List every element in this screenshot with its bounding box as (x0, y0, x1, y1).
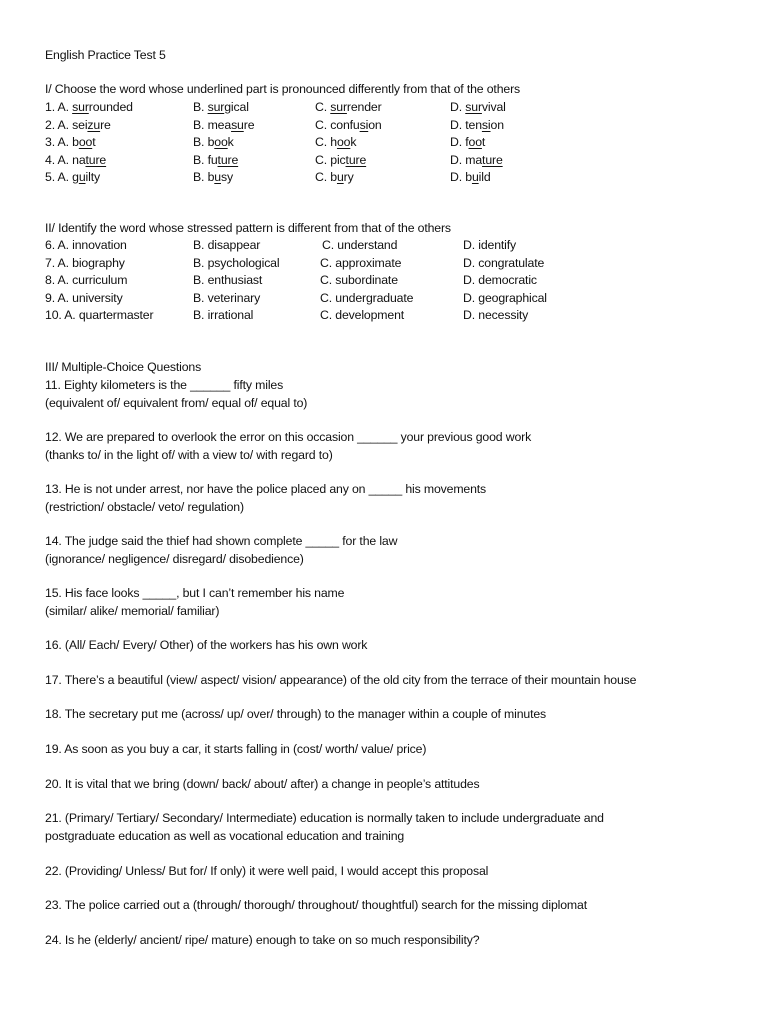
option-text: C. pic (315, 152, 346, 167)
answer-option (315, 169, 354, 186)
answer-option: C. approximate (320, 255, 402, 270)
underlined-part: u (471, 170, 479, 184)
answer-option: D. identify (463, 238, 517, 252)
section-1-heading: I/ Choose the word whose underlined part is pronounced differently from that of the others (45, 82, 521, 96)
answer-option (450, 169, 491, 186)
underlined-part: u (214, 170, 221, 184)
answer-option (450, 99, 506, 116)
option-text: C. h (315, 135, 337, 149)
underlined-part: zu (87, 117, 101, 132)
option-text: D. (450, 100, 466, 114)
question-text: 14. The judge said the thief had shown complete _____ for the law (45, 534, 398, 548)
section-2-heading: II/ Identify the word whose stressed pattern is different from that of the others (45, 221, 451, 235)
option-text: on (490, 117, 504, 132)
answer-option (450, 134, 485, 151)
answer-option (450, 152, 503, 169)
option-text: 3. A. b (45, 135, 79, 149)
document-title: English Practice Test 5 (45, 48, 166, 62)
question-options: (ignorance/ negligence/ disregard/ disobedience) (45, 551, 304, 566)
option-text: sy (220, 170, 233, 184)
answer-option: B. disappear (193, 238, 261, 252)
question-text: 24. Is he (elderly/ ancient/ ripe/ mature) enough to take on so much responsibility? (45, 933, 480, 947)
answer-option: C. undergraduate (320, 290, 414, 305)
answer-option: D. necessity (463, 308, 529, 322)
underlined-part: oo (78, 135, 93, 149)
option-text: C. confu (315, 117, 360, 132)
underlined-part: ture (85, 152, 107, 167)
underlined-part: oo (336, 135, 351, 149)
answer-option: D. geographical (463, 290, 547, 305)
option-text: 4. A. na (45, 152, 86, 167)
underlined-part: si (481, 117, 491, 132)
option-text: D. ten (450, 117, 482, 132)
question-text: 20. It is vital that we bring (down/ back/ about/ after) a change in people’s attitudes (45, 777, 480, 791)
option-text: gical (224, 100, 249, 114)
answer-option (193, 134, 234, 151)
question-text: 12. We are prepared to overlook the error on this occasion ______ your previous good work (45, 430, 532, 444)
option-text: 1. A. (45, 100, 73, 114)
underlined-part: ture (217, 152, 239, 167)
answer-option (45, 134, 96, 151)
question-options: (equivalent of/ equivalent from/ equal of/ equal to) (45, 395, 308, 410)
underlined-part: sur (330, 100, 347, 114)
option-text: on (368, 117, 382, 132)
underlined-part: oo (214, 135, 228, 149)
question-text: 17. There’s a beautiful (view/ aspect/ vision/ appearance) of the old city from the terrace of their mountain house (45, 673, 637, 687)
answer-option (193, 169, 233, 186)
question-options: (thanks to/ in the light of/ with a view to/ with regard to) (45, 447, 333, 462)
answer-option: C. understand (322, 238, 398, 252)
question-text: 21. (Primary/ Tertiary/ Secondary/ Intermediate) education is normally taken to include undergraduate and (45, 811, 604, 825)
underlined-part: si (359, 117, 369, 132)
option-text: D. ma (450, 152, 483, 167)
option-text: k (350, 135, 357, 149)
answer-option (315, 134, 356, 151)
option-text: ilty (85, 170, 100, 184)
question-text: 19. As soon as you buy a car, it starts falling in (cost/ worth/ value/ price) (45, 742, 427, 756)
question-options: (similar/ alike/ memorial/ familiar) (45, 603, 220, 618)
option-text: t (481, 135, 486, 149)
section-3-heading: III/ Multiple-Choice Questions (45, 360, 202, 374)
option-text: B. mea (193, 117, 232, 132)
option-text: C. b (315, 170, 337, 184)
answer-option (193, 117, 254, 134)
underlined-part: sur (465, 100, 482, 114)
option-text: B. b (193, 135, 215, 149)
answer-option (315, 152, 366, 169)
answer-option (45, 117, 111, 134)
option-text: ry (343, 170, 354, 184)
option-text: vival (481, 100, 506, 114)
answer-option (315, 99, 382, 116)
answer-option (193, 99, 249, 116)
question-text: 23. The police carried out a (through/ thorough/ throughout/ thoughtful) search for the missing diplomat (45, 898, 587, 912)
question-text: 15. His face looks _____, but I can’t remember his name (45, 586, 345, 600)
answer-option (193, 152, 238, 169)
option-text: B. fu (193, 152, 218, 167)
underlined-part: ture (482, 152, 503, 167)
answer-option: B. enthusiast (193, 273, 263, 287)
option-text: B. (193, 100, 208, 114)
question-text: 22. (Providing/ Unless/ But for/ If only) it were well paid, I would accept this proposal (45, 864, 489, 878)
option-text: C. (315, 100, 331, 114)
answer-option (450, 117, 504, 134)
answer-option: B. psychological (193, 255, 280, 270)
option-text: re (243, 117, 255, 132)
question-text: 13. He is not under arrest, nor have the police placed any on _____ his movements (45, 482, 487, 496)
underlined-part: u (78, 170, 86, 184)
answer-option: 8. A. curriculum (45, 273, 128, 287)
option-text: ild (478, 170, 491, 184)
option-text: rounded (88, 100, 133, 114)
answer-option (315, 117, 382, 134)
question-options: (restriction/ obstacle/ veto/ regulation) (45, 499, 244, 514)
option-text: render (346, 100, 382, 114)
option-text: B. b (193, 170, 215, 184)
underlined-part: ture (345, 152, 367, 167)
underlined-part: su (231, 117, 244, 132)
answer-option: B. irrational (193, 308, 254, 322)
question-text: 18. The secretary put me (across/ up/ over/ through) to the manager within a couple of minutes (45, 707, 547, 721)
underlined-part: sur (72, 100, 89, 114)
underlined-part: oo (468, 135, 482, 149)
option-text: D. f (450, 135, 469, 149)
answer-option: 7. A. biography (45, 255, 125, 270)
answer-option (45, 152, 106, 169)
answer-option: D. democratic (463, 273, 537, 287)
option-text: k (227, 135, 234, 149)
answer-option: 9. A. university (45, 290, 123, 305)
answer-option: 10. A. quartermaster (45, 308, 154, 322)
question-text: 16. (All/ Each/ Every/ Other) of the workers has his own work (45, 638, 368, 652)
answer-option (45, 99, 133, 116)
underlined-part: u (336, 170, 344, 184)
question-text: postgraduate education as well as vocational education and training (45, 828, 405, 843)
answer-option: C. development (320, 308, 405, 322)
option-text: 2. A. sei (45, 117, 88, 132)
answer-option (45, 169, 100, 186)
answer-option: B. veterinary (193, 290, 261, 305)
answer-option: D. congratulate (463, 255, 545, 270)
answer-option: 6. A. innovation (45, 238, 127, 252)
option-text: D. b (450, 170, 472, 184)
option-text: 5. A. g (45, 170, 79, 184)
answer-option: C. subordinate (320, 273, 398, 287)
option-text: t (92, 135, 96, 149)
underlined-part: sur (207, 100, 225, 114)
option-text: re (100, 117, 111, 132)
question-text: 11. Eighty kilometers is the ______ fifty miles (45, 378, 284, 392)
